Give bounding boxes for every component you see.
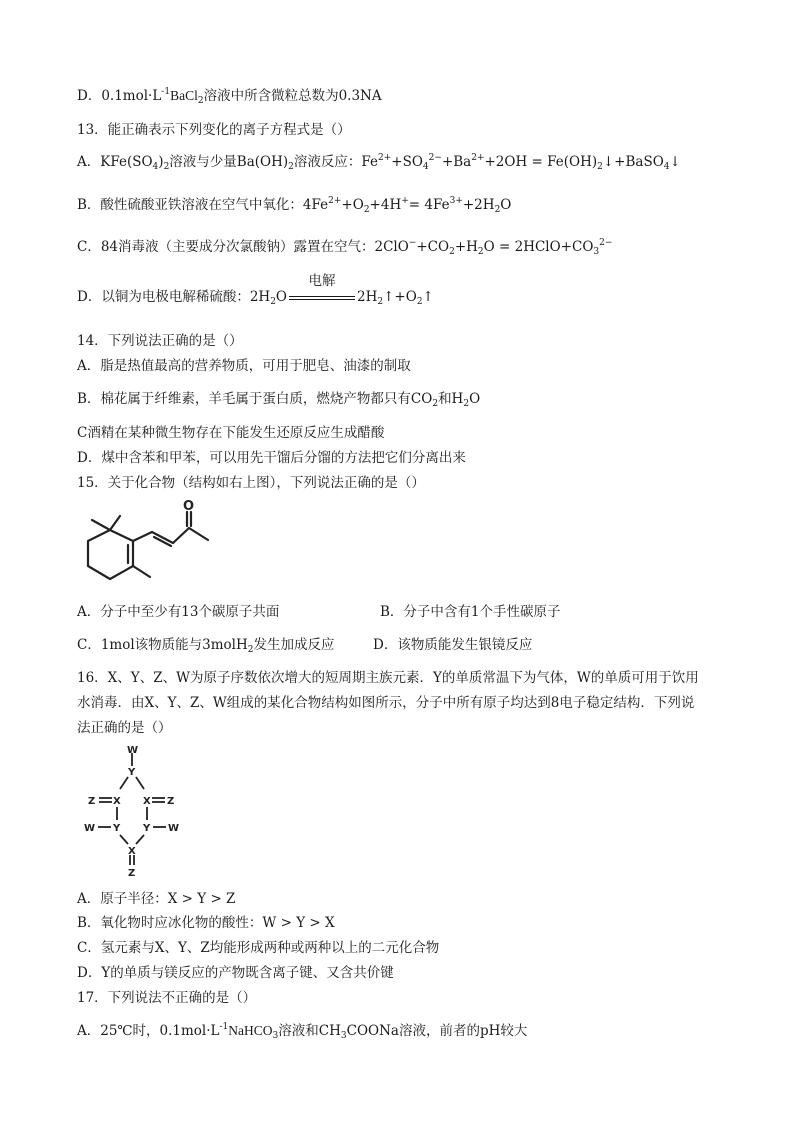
q16-stem-line-3: 法正确的是（） xyxy=(77,720,172,736)
bond-ytop-xright xyxy=(136,777,144,789)
methyl-bond-3 xyxy=(133,566,150,577)
carbonyl-oxygen-label: O xyxy=(183,499,195,514)
q15-option-b: B．分子中含有1个手性碳原子 xyxy=(380,604,561,620)
atom-x-left: X xyxy=(113,796,121,807)
methyl-bond-1 xyxy=(92,520,110,530)
q13-option-a: A．$KFe(SO_4)_2$溶液与少量$Ba(OH)_2$溶液反应：$Fe^{2+}+SO_4^{2-}+Ba^{2+}+2OH$ = $Fe(OH)_2↓+BaSO_4↓$ xyxy=(77,153,681,172)
q14-option-a: A．脂是热值最高的营养物质，可用于肥皂、油漆的制取 xyxy=(77,358,411,374)
q16-option-b: B．氧化物时应冰化物的酸性：W > Y > X xyxy=(77,915,335,931)
q15-molecule-structure xyxy=(78,498,218,588)
atom-y-left: Y xyxy=(113,823,121,834)
q15-stem: 15．关于化合物（结构如右上图），下列说法正确的是（） xyxy=(77,475,425,491)
q16-option-c: C．氢元素与X、Y、Z均能形成两种或两种以上的二元化合物 xyxy=(77,940,440,956)
q13-option-d: D．以铜为电极电解稀硫酸：$2H_2O$ 电解 $2H_2↑+O_2↑$ xyxy=(77,272,434,307)
q12-option-d: D．$0.1mol\cdot L^{-1}BaCl_2$溶液中所含微粒总数为0.3NA xyxy=(77,87,382,106)
atom-y-right: Y xyxy=(143,823,151,834)
q14-option-d: D．煤中含苯和甲苯，可以用先干馏后分馏的方法把它们分离出来 xyxy=(77,450,466,466)
q14-stem: 14．下列说法正确的是（） xyxy=(77,333,243,349)
bond-yleft-xbottom xyxy=(120,835,128,844)
q16-option-a: A．原子半径：X > Y > Z xyxy=(77,891,236,907)
q16-stem-line-1: 16．X、Y、Z、W为原子序数依次增大的短周期主族元素．Y的单质常温下为气体，W的单质可用于饮用 xyxy=(77,670,699,686)
q13-stem: 13．能正确表示下列变化的离子方程式是（） xyxy=(77,122,351,138)
q17-stem: 17．下列说法不正确的是（） xyxy=(77,990,257,1006)
electrolysis-label: 电解 xyxy=(308,272,336,289)
q17-option-a: A．25℃时，$0.1mol\cdot L^{-1}NaHCO_3$溶液和$CH_3COONa$溶液，前者的pH较大 xyxy=(77,1022,528,1041)
atom-y-top: Y xyxy=(128,767,136,778)
q13-option-c: C．84消毒液（主要成分次氯酸钠）露置在空气：$2ClO^-+CO_2+H_2O$ = $2HClO+CO_3^{2-}$ xyxy=(77,238,613,257)
q16-stem-line-2: 水消毒．由X、Y、Z、W组成的某化合物结构如图所示，分子中所有原子均达到8电子稳定结构．下列说 xyxy=(77,695,695,711)
equation-bar-bottom xyxy=(289,299,355,300)
atom-w-top: W xyxy=(127,745,139,756)
q15-option-a: A．分子中至少有13个碳原子共面 xyxy=(77,604,280,620)
methyl-bond-2 xyxy=(110,516,120,530)
atom-z-left: Z xyxy=(88,796,96,807)
q15-option-c: C．1mol该物质能与3molH$_2$发生加成反应 xyxy=(77,637,335,655)
atom-w-left: W xyxy=(84,823,96,834)
electrolysis-condition xyxy=(287,272,357,307)
equation-bar-top xyxy=(289,296,355,297)
chain-bond-2 xyxy=(173,528,189,543)
q14-option-c: C酒精在某种微生物存在下能发生还原反应生成醋酸 xyxy=(77,425,385,441)
bond-yright-xbottom xyxy=(136,835,144,844)
cyclohexene-ring xyxy=(88,530,133,579)
atom-z-right: Z xyxy=(167,796,175,807)
q12-d-part-a: D．0.1mol·L xyxy=(77,88,162,104)
q14-option-b: B．棉花属于纤维素，羊毛属于蛋白质，燃烧产物都只有$CO_2$和$H_2O$ xyxy=(77,391,481,409)
q15-option-d: D．该物质能发生银镜反应 xyxy=(373,637,533,653)
q16-compound-structure xyxy=(82,744,192,879)
atom-w-right: W xyxy=(168,823,180,834)
atom-x-bottom: X xyxy=(128,846,136,857)
atom-x-right: X xyxy=(143,796,151,807)
bond-ytop-xleft xyxy=(120,777,128,789)
chain-bond-3 xyxy=(189,528,208,540)
q16-option-d: D．Y的单质与镁反应的产物既含离子键、又含共价键 xyxy=(77,965,394,981)
chain-bond-1 xyxy=(133,532,152,541)
atom-z-bottom: Z xyxy=(128,868,136,879)
q13-option-b: B．酸性硫酸亚铁溶液在空气中氧化：$4Fe^{2+}+O_2+4H^+= 4Fe^{3+}+2H_2O$ xyxy=(77,196,512,215)
